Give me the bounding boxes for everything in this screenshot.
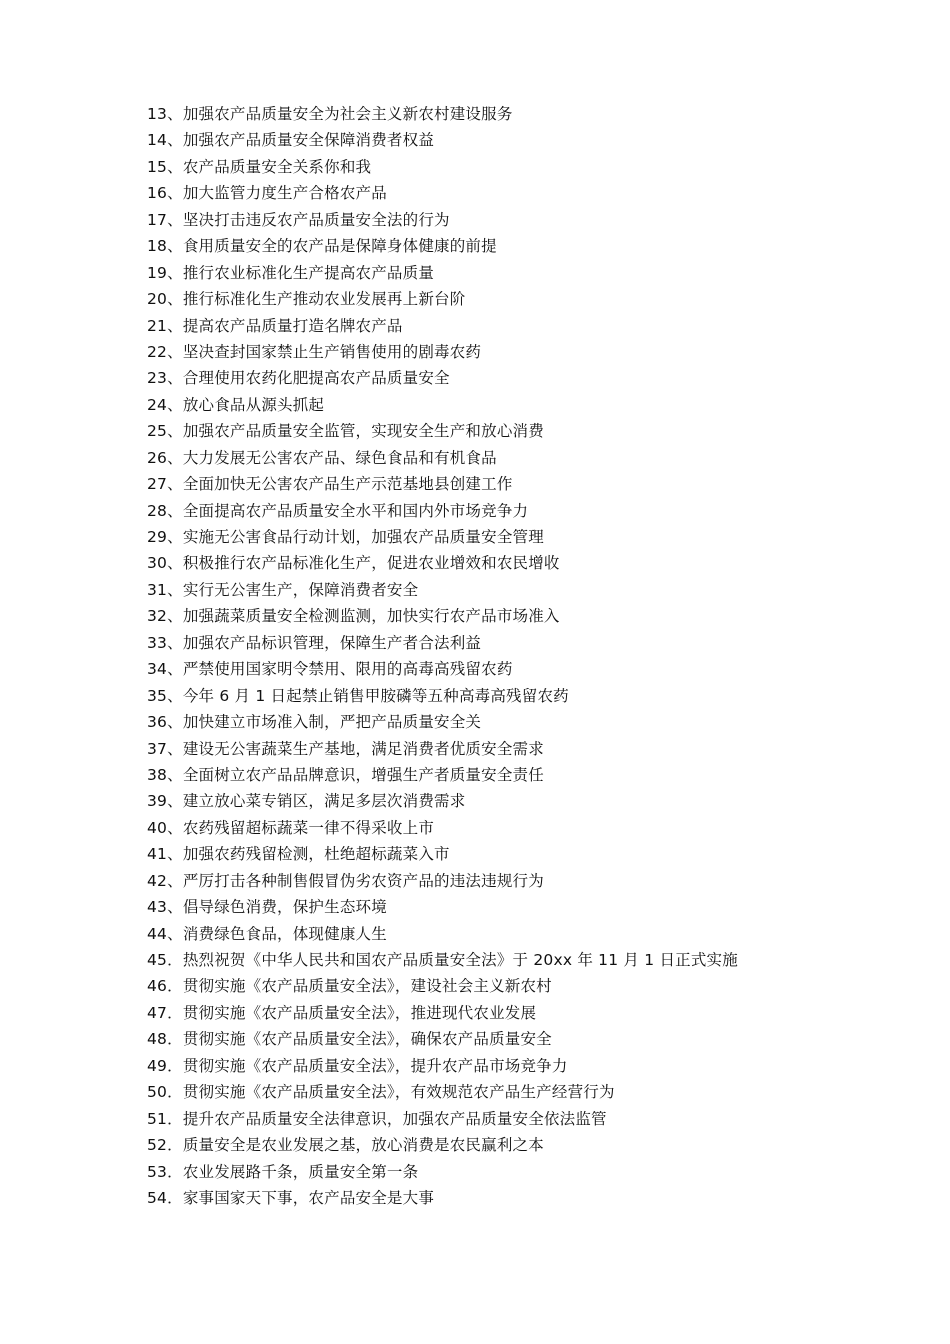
list-item: 37、建设无公害蔬菜生产基地，满足消费者优质安全需求 — [147, 739, 544, 758]
list-item: 17、坚决打击违反农产品质量安全法的行为 — [147, 210, 450, 229]
list-item: 50．贯彻实施《农产品质量安全法》，有效规范农产品生产经营行为 — [147, 1083, 615, 1102]
list-item: 48．贯彻实施《农产品质量安全法》，确保农产品质量安全 — [147, 1030, 552, 1049]
slogan-list — [147, 101, 907, 1211]
list-item: 33、加强农产品标识管理，保障生产者合法利益 — [147, 633, 482, 652]
list-item: 27、全面加快无公害农产品生产示范基地县创建工作 — [147, 475, 513, 494]
list-item: 41、加强农药残留检测，杜绝超标蔬菜入市 — [147, 845, 450, 864]
list-item: 35、今年 6 月 1 日起禁止销售甲胺磷等五种高毒高残留农药 — [147, 686, 569, 705]
list-item: 32、加强蔬菜质量安全检测监测，加快实行农产品市场准入 — [147, 607, 560, 626]
list-item: 29、实施无公害食品行动计划，加强农产品质量安全管理 — [147, 528, 544, 546]
list-item: 23、合理使用农药化肥提高农产品质量安全 — [147, 369, 450, 388]
list-item: 28、全面提高农产品质量安全水平和国内外市场竞争力 — [147, 501, 529, 520]
list-item: 49．贯彻实施《农产品质量安全法》，提升农产品市场竞争力 — [147, 1056, 568, 1075]
list-item: 13、加强农产品质量安全为社会主义新农村建设服务 — [147, 105, 513, 123]
list-item: 31、实行无公害生产，保障消费者安全 — [147, 580, 419, 599]
list-item: 19、推行农业标准化生产提高农产品质量 — [147, 263, 435, 282]
list-item: 26、大力发展无公害农产品、绿色食品和有机食品 — [147, 448, 497, 467]
list-item: 20、推行标准化生产推动农业发展再上新台阶 — [147, 290, 466, 309]
list-item: 53．农业发展路千条，质量安全第一条 — [147, 1162, 419, 1181]
list-item: 15、农产品质量安全关系你和我 — [147, 157, 372, 176]
list-item: 36、加快建立市场准入制，严把产品质量安全关 — [147, 713, 482, 732]
list-item: 14、加强农产品质量安全保障消费者权益 — [147, 131, 435, 150]
list-item: 22、坚决查封国家禁止生产销售使用的剧毒农药 — [147, 342, 482, 361]
list-item: 39、建立放心菜专销区，满足多层次消费需求 — [147, 792, 466, 811]
list-item: 45．热烈祝贺《中华人民共和国农产品质量安全法》于 20xx 年 11 月 1 日正式实施 — [147, 951, 738, 969]
list-item: 42、严厉打击各种制售假冒伪劣农资产品的违法违规行为 — [147, 871, 544, 890]
list-item: 40、农药残留超标蔬菜一律不得采收上市 — [147, 818, 435, 837]
list-item: 34、严禁使用国家明令禁用、限用的高毒高残留农药 — [147, 660, 513, 679]
list-item: 24、放心食品从源头抓起 — [147, 395, 325, 414]
list-item: 47．贯彻实施《农产品质量安全法》，推进现代农业发展 — [147, 1003, 537, 1022]
list-item: 51．提升农产品质量安全法律意识，加强农产品质量安全依法监管 — [147, 1109, 607, 1128]
list-item: 16、加大监管力度生产合格农产品 — [147, 184, 387, 203]
list-item: 52．质量安全是农业发展之基，放心消费是农民赢利之本 — [147, 1136, 544, 1155]
list-item: 18、食用质量安全的农产品是保障身体健康的前提 — [147, 237, 497, 256]
list-item: 46．贯彻实施《农产品质量安全法》，建设社会主义新农村 — [147, 977, 552, 996]
list-item: 38、全面树立农产品品牌意识，增强生产者质量安全责任 — [147, 765, 544, 784]
list-item: 25、加强农产品质量安全监管，实现安全生产和放心消费 — [147, 422, 544, 441]
list-item: 44、消费绿色食品，体现健康人生 — [147, 924, 387, 943]
list-item: 30、积极推行农产品标准化生产，促进农业增效和农民增收 — [147, 554, 560, 573]
list-item: 21、提高农产品质量打造名牌农产品 — [147, 316, 403, 335]
list-item: 54．家事国家天下事，农产品安全是大事 — [147, 1188, 435, 1207]
list-item: 43、倡导绿色消费，保护生态环境 — [147, 898, 387, 917]
